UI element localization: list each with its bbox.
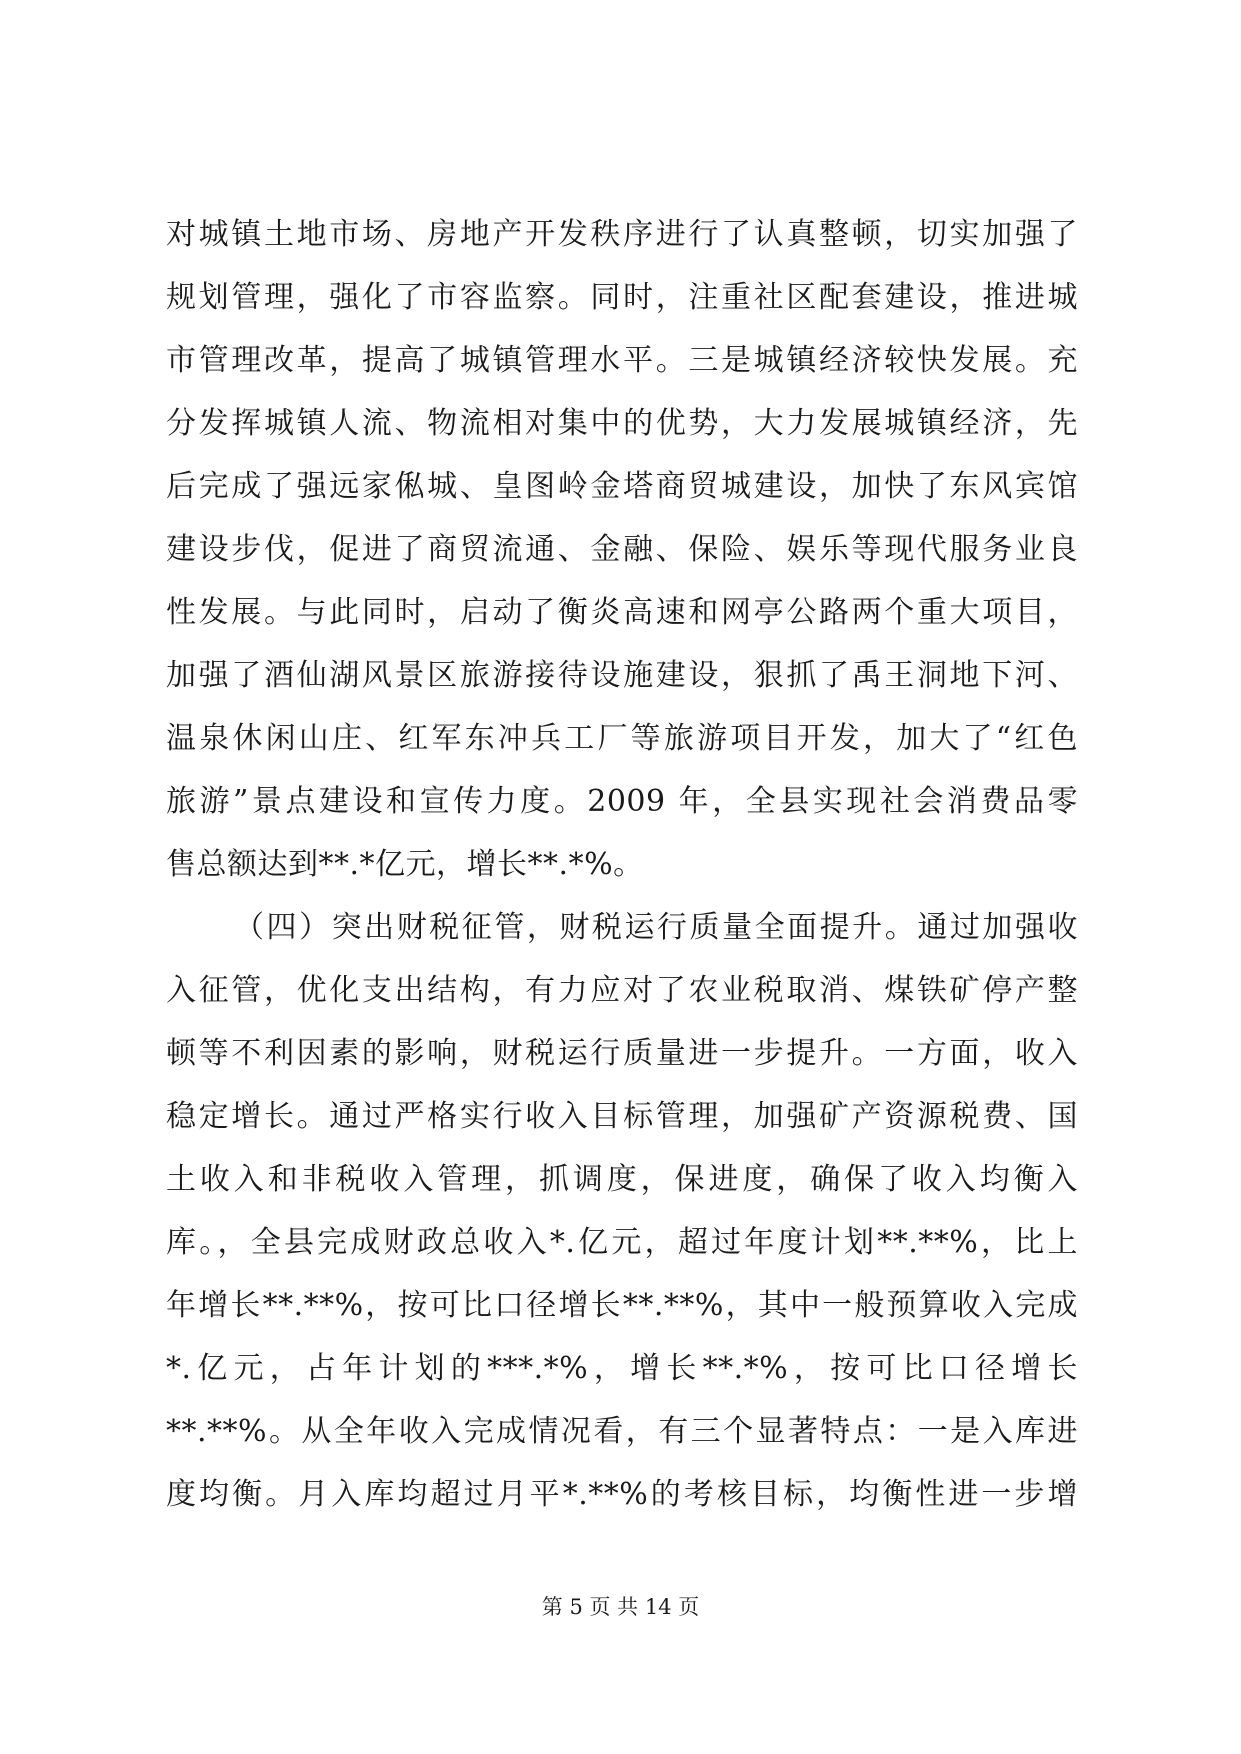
- text-line: 加强了酒仙湖风景区旅游接待设施建设，狠抓了禹王洞地下河、: [166, 658, 1078, 693]
- text-line: 库。，全县完成财政总收入*.亿元，超过年度计划**.**%，比上: [166, 1225, 1078, 1260]
- page-number-footer: 第 5 页 共 14 页: [541, 1595, 700, 1619]
- text-line: 市管理改革，提高了城镇管理水平。三是城镇经济较快发展。充: [166, 343, 1078, 378]
- text-line: 建设步伐，促进了商贸流通、金融、保险、娱乐等现代服务业良: [166, 532, 1078, 567]
- body-text: [166, 203, 1078, 1526]
- text-line: 度均衡。月入库均超过月平*.**%的考核目标，均衡性进一步增: [166, 1477, 1078, 1512]
- text-line: 顿等不利因素的影响，财税运行质量进一步提升。一方面，收入: [166, 1036, 1078, 1071]
- text-line: 后完成了强远家俬城、皇图岭金塔商贸城建设，加快了东风宾馆: [166, 469, 1078, 504]
- text-line: 旅游”景点建设和宣传力度。2009 年，全县实现社会消费品零: [166, 784, 1078, 819]
- text-line: 入征管，优化支出结构，有力应对了农业税取消、煤铁矿停产整: [166, 973, 1078, 1008]
- text-line: 对城镇土地市场、房地产开发秩序进行了认真整顿，切实加强了: [166, 217, 1078, 252]
- text-line: 土收入和非税收入管理，抓调度，保进度，确保了收入均衡入: [166, 1162, 1078, 1197]
- paragraph-heading-line: （四）突出财税征管，财税运行质量全面提升。通过加强收: [234, 910, 1078, 945]
- text-line: **.**%。从全年收入完成情况看，有三个显著特点：一是入库进: [166, 1414, 1078, 1449]
- text-line: 分发挥城镇人流、物流相对集中的优势，大力发展城镇经济，先: [166, 406, 1078, 441]
- text-line: 稳定增长。通过严格实行收入目标管理，加强矿产资源税费、国: [166, 1099, 1078, 1134]
- text-line: 性发展。与此同时，启动了衡炎高速和网亭公路两个重大项目，: [166, 595, 1078, 630]
- text-line: 温泉休闲山庄、红军东冲兵工厂等旅游项目开发，加大了“红色: [166, 721, 1078, 756]
- text-line: *.亿元，占年计划的***.*%，增长**.*%，按可比口径增长: [166, 1351, 1078, 1386]
- text-line: 售总额达到**.*亿元，增长**.*%。: [166, 847, 644, 882]
- text-line: 年增长**.**%，按可比口径增长**.**%，其中一般预算收入完成: [166, 1288, 1078, 1323]
- text-line: 规划管理，强化了市容监察。同时，注重社区配套建设，推进城: [166, 280, 1078, 315]
